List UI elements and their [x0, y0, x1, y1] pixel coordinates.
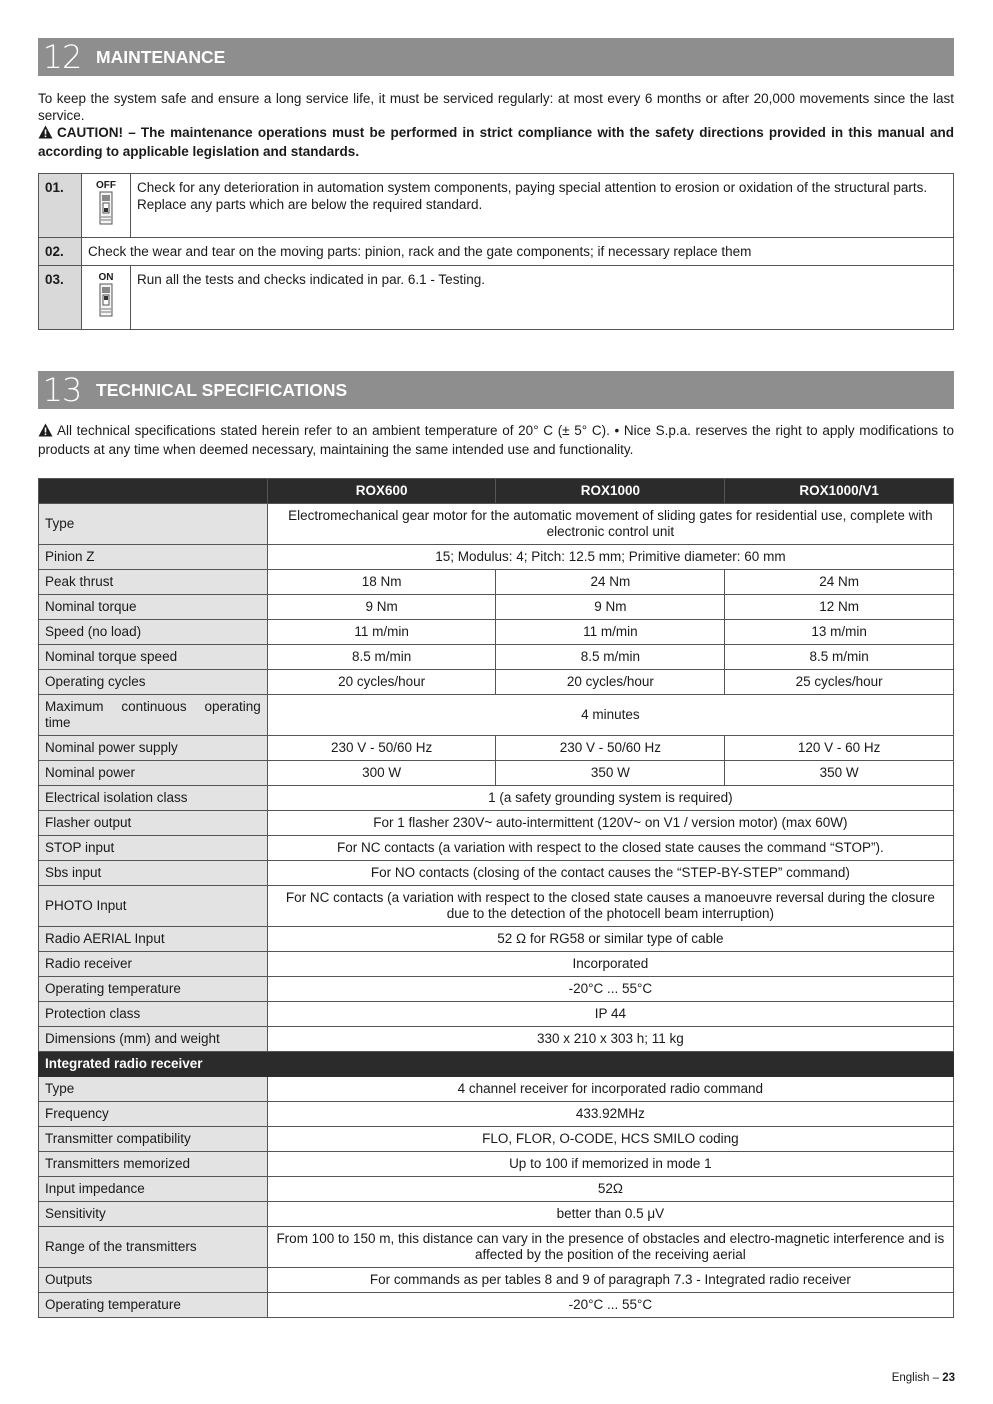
spec-label: Transmitter compatibility: [39, 1127, 268, 1152]
spec-value: better than 0.5 μV: [267, 1202, 953, 1227]
model-header: ROX600: [267, 479, 496, 504]
spec-row: [39, 836, 954, 861]
breaker-on-icon: [82, 266, 131, 330]
spec-value: 18 Nm: [267, 570, 496, 595]
spec-row: [39, 504, 954, 545]
spec-row: [39, 545, 954, 570]
spec-label: Operating cycles: [39, 670, 268, 695]
spec-value: 300 W: [267, 761, 496, 786]
section-title: TECHNICAL SPECIFICATIONS: [96, 379, 348, 400]
spec-header-blank: [39, 479, 268, 504]
spec-label: Sbs input: [39, 861, 268, 886]
spec-value: For 1 flasher 230V~ auto-intermittent (120V~ on V1 / version motor) (max 60W): [267, 811, 953, 836]
spec-row: [39, 1293, 954, 1318]
spec-value: 230 V - 50/60 Hz: [267, 736, 496, 761]
switch-label: OFF: [96, 180, 116, 191]
step-text: Run all the tests and checks indicated in par. 6.1 - Testing.: [131, 266, 954, 330]
spec-row: [39, 570, 954, 595]
model-header: ROX1000: [496, 479, 725, 504]
spec-label: Nominal torque: [39, 595, 268, 620]
maintenance-intro: To keep the system safe and ensure a long service life, it must be serviced regularly: at most every 6 months or after 20,000 movements since the last service.: [38, 91, 954, 123]
spec-label: Speed (no load): [39, 620, 268, 645]
spec-row: [39, 1027, 954, 1052]
spec-row: [39, 952, 954, 977]
spec-label: Dimensions (mm) and weight: [39, 1027, 268, 1052]
spec-value: 8.5 m/min: [725, 645, 954, 670]
radio-subheader-row: [39, 1052, 954, 1077]
spec-value: 4 channel receiver for incorporated radio command: [267, 1077, 953, 1102]
spec-label: Peak thrust: [39, 570, 268, 595]
spec-label: Nominal torque speed: [39, 645, 268, 670]
maintenance-step: [39, 174, 954, 238]
spec-row: [39, 927, 954, 952]
spec-label: Pinion Z: [39, 545, 268, 570]
spec-value: 25 cycles/hour: [725, 670, 954, 695]
spec-value: FLO, FLOR, O-CODE, HCS SMILO coding: [267, 1127, 953, 1152]
spec-row: [39, 1202, 954, 1227]
spec-row: [39, 1127, 954, 1152]
spec-value: For NC contacts (a variation with respect to the closed state causes a manoeuvre reversal during the closure due to the detection of the photocell beam interruption): [267, 886, 953, 927]
section-title: MAINTENANCE: [96, 46, 226, 67]
spec-label: Flasher output: [39, 811, 268, 836]
section-12-header: [38, 38, 954, 76]
spec-row: [39, 736, 954, 761]
caution-text: [38, 124, 954, 160]
breaker-off-icon: [82, 174, 131, 238]
spec-label: Operating temperature: [39, 1293, 268, 1318]
spec-label: Input impedance: [39, 1177, 268, 1202]
step-number: 03.: [39, 266, 82, 330]
spec-row: [39, 1102, 954, 1127]
spec-value: For NC contacts (a variation with respect to the closed state causes the command “STOP”).: [267, 836, 953, 861]
step-text: Check the wear and tear on the moving parts: pinion, rack and the gate components; if necessary replace them: [82, 238, 954, 266]
spec-label: Operating temperature: [39, 977, 268, 1002]
radio-subheader: Integrated radio receiver: [39, 1052, 954, 1077]
spec-value: 20 cycles/hour: [496, 670, 725, 695]
spec-value: 350 W: [725, 761, 954, 786]
spec-label: Type: [39, 1077, 268, 1102]
spec-value: 9 Nm: [267, 595, 496, 620]
spec-value: -20°C ... 55°C: [267, 977, 953, 1002]
spec-value: Incorporated: [267, 952, 953, 977]
spec-label: Maximum continuous operating time: [39, 695, 268, 736]
spec-row: [39, 761, 954, 786]
spec-row: [39, 1077, 954, 1102]
spec-note-text: All technical specifications stated herein refer to an ambient temperature of 20° C (± 5° C). • Nice S.p.a. reserves the right to apply modifications to products at any time when deemed necessary, maintaining the same intended use and functionality.: [38, 423, 954, 457]
spec-row: [39, 861, 954, 886]
spec-value: 230 V - 50/60 Hz: [496, 736, 725, 761]
spec-value: 24 Nm: [725, 570, 954, 595]
page-number: 23: [942, 1372, 955, 1384]
spec-label: STOP input: [39, 836, 268, 861]
model-header: ROX1000/V1: [725, 479, 954, 504]
spec-value: 52 Ω for RG58 or similar type of cable: [267, 927, 953, 952]
spec-label: Type: [39, 504, 268, 545]
spec-value: 8.5 m/min: [267, 645, 496, 670]
section-13-header: [38, 371, 954, 409]
spec-label: Electrical isolation class: [39, 786, 268, 811]
spec-row: [39, 595, 954, 620]
spec-value: 11 m/min: [496, 620, 725, 645]
spec-table: [38, 478, 954, 1318]
spec-row: [39, 886, 954, 927]
spec-label: Outputs: [39, 1268, 268, 1293]
spec-value: 15; Modulus: 4; Pitch: 12.5 mm; Primitive diameter: 60 mm: [267, 545, 953, 570]
spec-header-row: [39, 479, 954, 504]
section-number: 13: [42, 371, 82, 409]
spec-value: For NO contacts (closing of the contact causes the “STEP-BY-STEP” command): [267, 861, 953, 886]
spec-value: 24 Nm: [496, 570, 725, 595]
spec-label: Frequency: [39, 1102, 268, 1127]
spec-value: 350 W: [496, 761, 725, 786]
footer-language: English –: [891, 1372, 943, 1384]
spec-label: Transmitters memorized: [39, 1152, 268, 1177]
spec-value: Electromechanical gear motor for the automatic movement of sliding gates for residential use, complete with electronic control unit: [267, 504, 953, 545]
maintenance-step: [39, 238, 954, 266]
step-text: Check for any deterioration in automation system components, paying special attention to erosion or oxidation of the structural parts. Replace any parts which are below the required standard.: [131, 174, 954, 238]
spec-row: [39, 1002, 954, 1027]
spec-label: Range of the transmitters: [39, 1227, 268, 1268]
page: [38, 38, 954, 1318]
spec-value: From 100 to 150 m, this distance can vary in the presence of obstacles and electro-magnetic interference and is affected by the position of the receiving aerial: [267, 1227, 953, 1268]
step-number: 02.: [39, 238, 82, 266]
spec-value: 330 x 210 x 303 h; 11 kg: [267, 1027, 953, 1052]
spec-value: 1 (a safety grounding system is required): [267, 786, 953, 811]
spec-value: Up to 100 if memorized in mode 1: [267, 1152, 953, 1177]
spec-row: [39, 786, 954, 811]
warning-icon: [38, 125, 53, 143]
spec-value: IP 44: [267, 1002, 953, 1027]
spec-value: 9 Nm: [496, 595, 725, 620]
spec-row: [39, 1177, 954, 1202]
step-number: 01.: [39, 174, 82, 238]
spec-label: Nominal power supply: [39, 736, 268, 761]
spec-label: Nominal power: [39, 761, 268, 786]
spec-row: [39, 670, 954, 695]
spec-value: -20°C ... 55°C: [267, 1293, 953, 1318]
spec-value: 12 Nm: [725, 595, 954, 620]
maintenance-table: [38, 173, 954, 330]
spec-value: For commands as per tables 8 and 9 of paragraph 7.3 - Integrated radio receiver: [267, 1268, 953, 1293]
spec-value: 433.92MHz: [267, 1102, 953, 1127]
switch-label: ON: [98, 272, 114, 283]
caution-label: CAUTION! – The maintenance operations must be performed in strict compliance with the safety directions provided in this manual and according to applicable legislation and standards.: [38, 125, 954, 159]
section-number: 12: [42, 38, 82, 76]
spec-row: [39, 620, 954, 645]
spec-label: PHOTO Input: [39, 886, 268, 927]
spec-row: [39, 811, 954, 836]
warning-icon: [38, 423, 53, 441]
spec-row: [39, 1268, 954, 1293]
spec-value: 120 V - 60 Hz: [725, 736, 954, 761]
spec-label: Protection class: [39, 1002, 268, 1027]
spec-row: [39, 645, 954, 670]
spec-value: 8.5 m/min: [496, 645, 725, 670]
spec-note: [38, 422, 954, 458]
spec-value: 52Ω: [267, 1177, 953, 1202]
spec-label: Radio receiver: [39, 952, 268, 977]
spec-value: 4 minutes: [267, 695, 953, 736]
maintenance-step: [39, 266, 954, 330]
spec-row: [39, 1152, 954, 1177]
spec-label: Sensitivity: [39, 1202, 268, 1227]
spec-value: 11 m/min: [267, 620, 496, 645]
page-footer: [892, 1372, 955, 1384]
spec-row: [39, 1227, 954, 1268]
spec-value: 20 cycles/hour: [267, 670, 496, 695]
spec-row: [39, 695, 954, 736]
spec-row: [39, 977, 954, 1002]
spec-label: Radio AERIAL Input: [39, 927, 268, 952]
spec-value: 13 m/min: [725, 620, 954, 645]
